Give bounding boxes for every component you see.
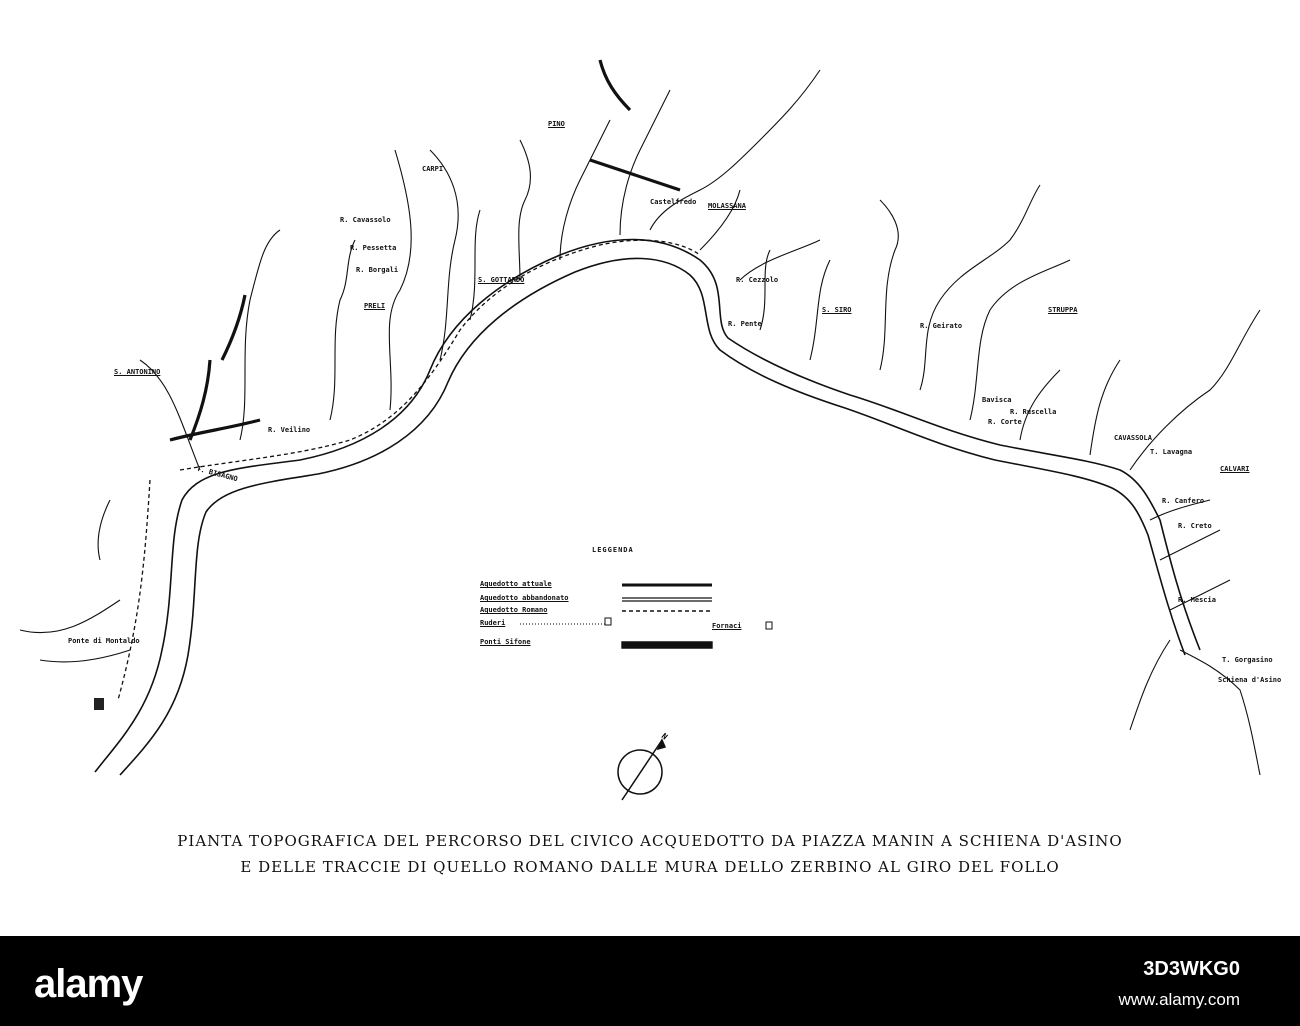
place-label-r-pente: R. Pente xyxy=(728,320,762,328)
place-label-molassana: MOLASSANA xyxy=(708,202,746,210)
place-label-struppa: STRUPPA xyxy=(1048,306,1078,314)
caption-line-1: PIANTA TOPOGRAFICA DEL PERCORSO DEL CIVICO ACQUEDOTTO DA PIAZZA MANIN A SCHIENA D'ASINO xyxy=(177,832,1123,850)
watermark-url: www.alamy.com xyxy=(1118,990,1240,1009)
place-label-schiena-dasino: Schiena d'Asino xyxy=(1218,676,1282,684)
river-bisagno xyxy=(95,239,1200,775)
place-label-s-antonino: S. ANTONINO xyxy=(114,368,161,376)
watermark-image-id: 3D3WKG0 xyxy=(1143,958,1240,980)
legend-label-ruderi: Ruderi xyxy=(480,619,506,627)
place-label-s-gottardo: S. GOTTARDO xyxy=(478,276,525,284)
place-label-carpi: CARPI xyxy=(422,165,444,173)
place-label-t-lavagna: T. Lavagna xyxy=(1150,448,1193,456)
place-label-r-mescia: R. Mescia xyxy=(1178,596,1216,604)
place-label-castelfredo: Castelfredo xyxy=(650,198,697,206)
place-label-r-corte: R. Corte xyxy=(988,418,1022,426)
place-label-r-veilino: R. Veilino xyxy=(268,426,311,434)
place-label-pino: PINO xyxy=(548,120,565,128)
place-label-r-canfero: R. Canfero xyxy=(1162,497,1205,505)
place-label-r-creto: R. Creto xyxy=(1178,522,1212,530)
compass-north-label: N xyxy=(659,731,670,742)
place-label-cavassola: CAVASSOLA xyxy=(1114,434,1152,442)
compass xyxy=(618,740,665,800)
legend-label-fornaci: Fornaci xyxy=(712,622,742,630)
place-label-preli: PRELI xyxy=(364,302,386,310)
place-label-r-cavassolo: R. Cavassolo xyxy=(340,216,391,224)
legend-label-attuale: Aquedotto attuale xyxy=(480,580,552,588)
place-label-s-siro: S. SIRO xyxy=(822,306,852,314)
legend-label-abbandonato: Aquedotto abbandonato xyxy=(480,594,569,602)
place-label-r-geirato: R. Geirato xyxy=(920,322,963,330)
legend-label-romano: Aquedotto Romano xyxy=(480,606,548,614)
place-label-r-cezzolo: R. Cezzolo xyxy=(736,276,779,284)
place-label-t-gorgasino: T. Gorgasino xyxy=(1222,656,1273,664)
place-label-r-ruscella: R. Ruscella xyxy=(1010,408,1057,416)
place-label-r-pessetta: R. Pessetta xyxy=(350,244,397,252)
place-label-bavisca: Bavisca xyxy=(982,396,1012,404)
caption-line-2: E DELLE TRACCIE DI QUELLO ROMANO DALLE MURA DELLO ZERBINO AL GIRO DEL FOLLO xyxy=(240,858,1060,876)
place-label-bisagno: T. BISAGNO xyxy=(195,464,239,484)
place-label-r-borgali: R. Borgali xyxy=(356,266,399,274)
legend-label-sifone: Ponti Sifone xyxy=(480,638,531,646)
ruin-marker xyxy=(94,698,104,710)
place-label-ponte-montaldo: Ponte di Montaldo xyxy=(68,637,140,645)
legend-title: LEGGENDA xyxy=(592,546,634,554)
aqueduct-current xyxy=(170,60,680,440)
watermark-logo: alamy xyxy=(34,962,143,1006)
watermark-bar xyxy=(0,936,1300,1026)
place-label-calvari: CALVARI xyxy=(1220,465,1250,473)
